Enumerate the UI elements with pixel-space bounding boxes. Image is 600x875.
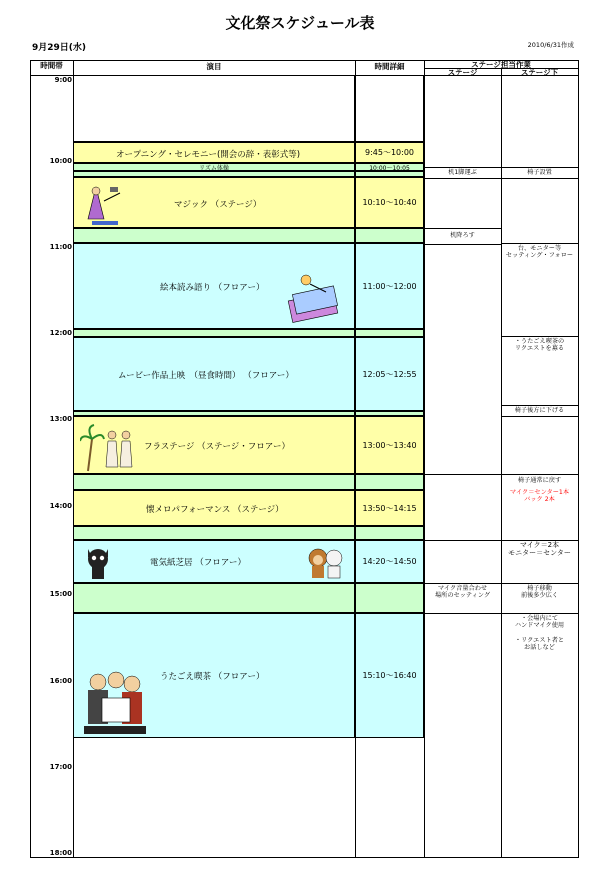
- gap-slot: [355, 228, 424, 243]
- note-chair-move: 椅子移動 前後多少広く: [520, 585, 559, 599]
- note-desk-down: 机降ろす: [450, 232, 475, 239]
- stage-below-row-line: [501, 167, 578, 168]
- cat-illustration: [82, 543, 116, 582]
- event-label: ムービー作品上映 （昼食時間） （フロアー）: [118, 371, 294, 381]
- hula-illustration: [80, 419, 138, 473]
- empty-slot: [355, 75, 424, 142]
- stage-below-row-line: [501, 336, 578, 337]
- note-handmic: ・会場内にて ハンドマイク使用: [514, 615, 565, 629]
- event-time: 10:10～10:40: [355, 177, 424, 228]
- event-time: 13:50～14:15: [355, 490, 424, 526]
- created-date: 2010/6/31作成: [527, 41, 574, 49]
- event-kamishibai: [73, 540, 355, 583]
- stage-below-row-line: [501, 178, 578, 179]
- table-border-bottom: [30, 857, 579, 858]
- stage-row-line: [424, 178, 501, 179]
- event-time: 11:00～12:00: [355, 243, 424, 329]
- event-time: 9:45～10:00: [355, 142, 424, 163]
- event-magic: [73, 177, 355, 228]
- stage-row-line: [424, 244, 501, 245]
- note-mic2: マイク＝2本 モニター＝センター: [508, 541, 571, 557]
- stage-below-row-line: [501, 416, 578, 417]
- event-time: 12:05～12:55: [355, 337, 424, 411]
- event-time: 10:00～10:05: [355, 163, 424, 171]
- gap-slot: [73, 228, 355, 243]
- empty-slot: [73, 75, 355, 142]
- time-label: 16:00: [49, 677, 72, 685]
- stage-row-line: [424, 474, 501, 475]
- note-mic-volume: マイク音量合わせ 場所のセッティング: [434, 585, 491, 599]
- event-label: うたごえ喫茶 （フロアー）: [160, 672, 265, 682]
- header-stage-below: ステージ下: [520, 68, 559, 77]
- header-program: 演目: [206, 62, 222, 71]
- gap-slot: [355, 583, 424, 613]
- event-label: 懐メロパフォーマンス （ステージ）: [146, 505, 284, 515]
- gap-slot: [355, 526, 424, 540]
- stage-below-row-line: [501, 405, 578, 406]
- event-hula: [73, 416, 355, 474]
- event-label: リズム体操: [199, 164, 229, 172]
- stage-below-row-line: [501, 613, 578, 614]
- time-label: 10:00: [49, 157, 72, 165]
- stage-row-line: [424, 167, 501, 168]
- event-utagoe: [73, 613, 355, 738]
- event-label: 電気紙芝居 （フロアー）: [150, 558, 246, 568]
- event-date: 9月29日(水): [32, 43, 87, 53]
- note-chairs-back: 椅子後方に下げる: [514, 407, 565, 414]
- note-monitor-setting: 台、モニター等 セッティング・フォロー: [505, 245, 574, 259]
- time-label: 13:00: [49, 415, 72, 423]
- gap-slot: [73, 474, 355, 490]
- col-divider-detail: [424, 60, 425, 857]
- time-label: 14:00: [49, 502, 72, 510]
- time-label: 11:00: [49, 243, 72, 251]
- time-label: 12:00: [49, 329, 72, 337]
- stage-below-row-line: [501, 583, 578, 584]
- col-divider-stage: [501, 68, 502, 857]
- time-label: 15:00: [49, 590, 72, 598]
- table-border-left: [30, 60, 31, 857]
- event-time: 13:00～13:40: [355, 416, 424, 474]
- event-label: オープニング・セレモニー(開会の辞・表彰式等): [116, 150, 301, 160]
- note-mic-center: マイク＝センター1本 バック 2本: [509, 489, 570, 503]
- event-time: 15:10～16:40: [355, 613, 424, 738]
- event-opening: [73, 142, 355, 163]
- monkey-illustration: [306, 544, 346, 581]
- event-label: フラステージ （ステージ・フロアー）: [144, 442, 291, 452]
- magician-illustration: [82, 181, 126, 226]
- stage-row-line: [424, 540, 501, 541]
- gap-slot: [355, 329, 424, 337]
- header-stage: ステージ: [447, 68, 478, 77]
- event-movie: [73, 337, 355, 411]
- time-label: 9:00: [54, 76, 72, 84]
- gap-slot: [73, 329, 355, 337]
- stage-row-line: [424, 583, 501, 584]
- singers-illustration: [84, 668, 146, 736]
- time-label: 18:00: [49, 849, 72, 857]
- gap-slot: [73, 526, 355, 540]
- gap-slot: [73, 583, 355, 613]
- book-illustration: [286, 270, 344, 326]
- note-chairs-normal: 椅子通常に戻す: [517, 477, 562, 484]
- event-label: マジック （ステージ）: [174, 200, 262, 210]
- stage-below-row-line: [501, 243, 578, 244]
- header-stage-work: ステージ担当作業: [471, 60, 531, 69]
- table-border-right: [578, 60, 579, 857]
- header-detail: 時間詳細: [374, 62, 405, 71]
- note-request: ・うたごえ喫茶の リクエストを募る: [514, 338, 565, 352]
- stage-below-row-line: [501, 474, 578, 475]
- event-label: 絵本読み語り （フロアー）: [160, 283, 265, 293]
- note-request-talk: ・リクエスト者と お話しなど: [514, 637, 565, 651]
- stage-row-line: [424, 228, 501, 229]
- event-rhythm: [73, 163, 355, 171]
- event-melody: [73, 490, 355, 526]
- gap-slot: [355, 474, 424, 490]
- stage-row-line: [424, 613, 501, 614]
- event-time: 14:20～14:50: [355, 540, 424, 583]
- event-picturebook: [73, 243, 355, 329]
- header-time: 時間帯: [40, 61, 63, 70]
- page-title: 文化祭スケジュール表: [225, 14, 375, 32]
- time-label: 17:00: [49, 763, 72, 771]
- note-chair-set: 椅子設置: [527, 169, 552, 176]
- note-desk-carry: 机1脚運ぶ: [448, 169, 477, 176]
